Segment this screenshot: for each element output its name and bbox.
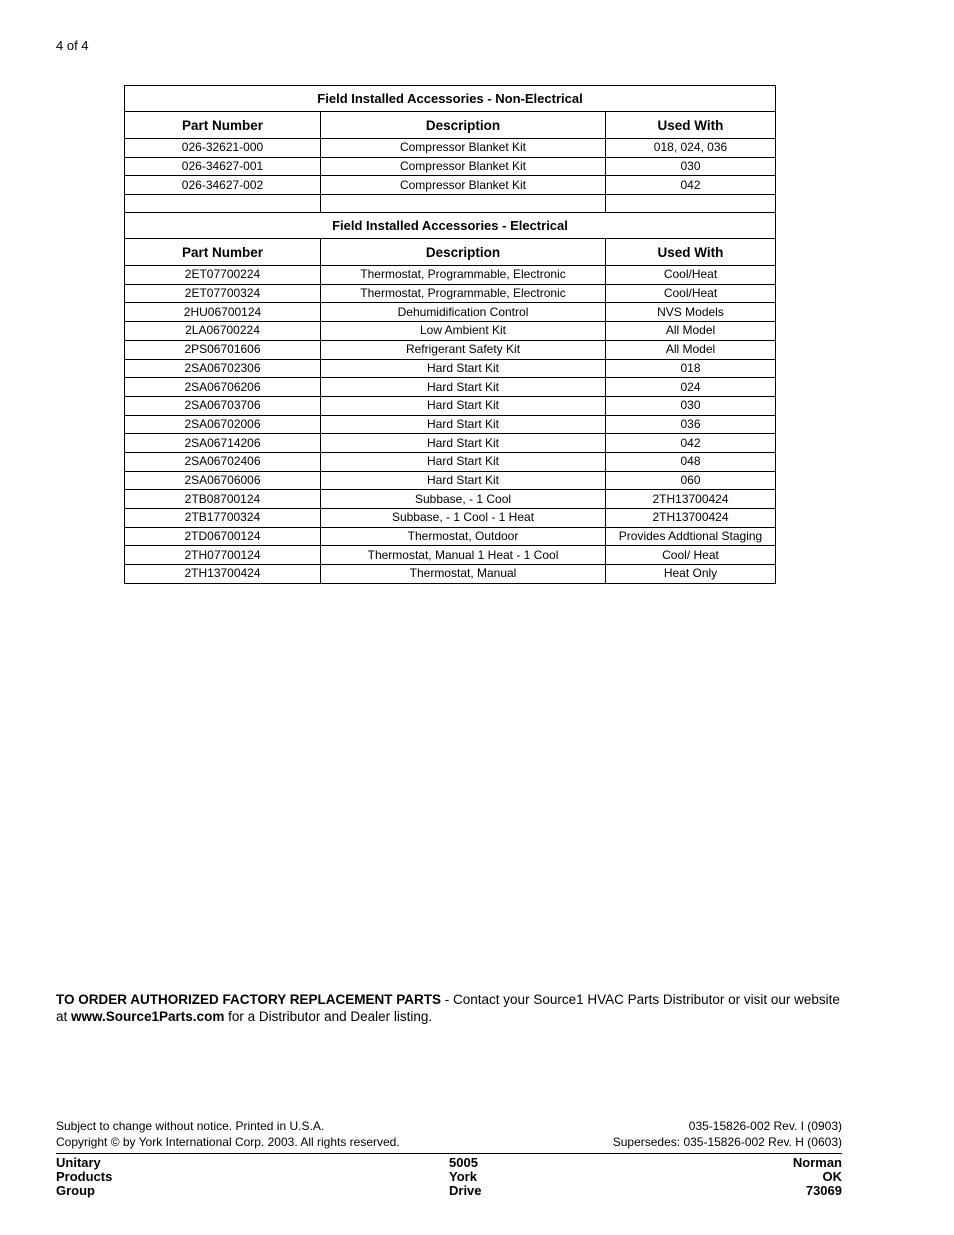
used-with-cell: Cool/Heat — [606, 284, 776, 303]
used-with-cell: 036 — [606, 415, 776, 434]
description-cell: Hard Start Kit — [321, 434, 606, 453]
used-with-cell: NVS Models — [606, 303, 776, 322]
part-number-cell: 2ET07700324 — [125, 284, 321, 303]
part-number-cell: 2TH07700124 — [125, 546, 321, 565]
description-cell: Compressor Blanket Kit — [321, 157, 606, 176]
used-with-cell: 2TH13700424 — [606, 490, 776, 509]
part-number-cell: 2SA06714206 — [125, 434, 321, 453]
description-cell: Thermostat, Manual — [321, 565, 606, 584]
column-header-used-with: Used With — [606, 112, 776, 139]
table-row — [125, 434, 776, 453]
part-number-cell: 2HU06700124 — [125, 303, 321, 322]
used-with-cell: Cool/Heat — [606, 266, 776, 285]
blank-row — [125, 195, 776, 213]
part-number-cell: 2SA06706206 — [125, 378, 321, 397]
footer-divider — [56, 1153, 842, 1154]
used-with-cell: 024 — [606, 378, 776, 397]
footer-revision: 035-15826-002 Rev. I (0903) — [688, 1119, 842, 1133]
table-row — [125, 322, 776, 341]
part-number-cell: 2ET07700224 — [125, 266, 321, 285]
section-title-row — [125, 213, 776, 239]
address-line: York — [449, 1169, 477, 1184]
footer-copyright: Copyright © by York International Corp. 2003. All rights reserved. — [56, 1134, 400, 1149]
description-cell: Thermostat, Programmable, Electronic — [321, 284, 606, 303]
section-title-row — [125, 86, 776, 112]
footer-printed-notice: Subject to change without notice. Printed in U.S.A. — [56, 1119, 325, 1133]
table-row — [125, 266, 776, 285]
blank-cell — [321, 195, 606, 213]
description-cell: Subbase, - 1 Cool - 1 Heat — [321, 509, 606, 528]
section-title-non-electrical: Field Installed Accessories - Non-Electrical — [125, 86, 776, 112]
part-number-cell: 026-32621-000 — [125, 139, 321, 158]
used-with-cell: 042 — [606, 434, 776, 453]
part-number-cell: 2SA06702406 — [125, 452, 321, 471]
order-note-lead: TO ORDER AUTHORIZED FACTORY REPLACEMENT PARTS — [56, 992, 442, 1007]
order-note-text: - Contact your Source1 HVAC Parts Distributor or visit our website at — [56, 992, 840, 1024]
description-cell: Hard Start Kit — [321, 378, 606, 397]
footer-supersedes: Supersedes: 035-15826-002 Rev. H (0603) — [612, 1134, 842, 1149]
accessories-table — [124, 85, 776, 584]
description-cell: Low Ambient Kit — [321, 322, 606, 341]
description-cell: Hard Start Kit — [321, 396, 606, 415]
description-cell: Compressor Blanket Kit — [321, 139, 606, 158]
column-header-part-number: Part Number — [125, 239, 321, 266]
part-number-cell: 2TH13700424 — [125, 565, 321, 584]
description-cell: Thermostat, Programmable, Electronic — [321, 266, 606, 285]
table-row — [125, 378, 776, 397]
description-cell: Refrigerant Safety Kit — [321, 340, 606, 359]
table-row — [125, 340, 776, 359]
part-number-cell: 2TB17700324 — [125, 509, 321, 528]
used-with-cell: 060 — [606, 471, 776, 490]
table-row — [125, 527, 776, 546]
used-with-cell: All Model — [606, 340, 776, 359]
table-row — [125, 396, 776, 415]
used-with-cell: All Model — [606, 322, 776, 341]
footer-doc-number — [613, 1119, 842, 1150]
table-row — [125, 303, 776, 322]
part-number-cell: 2TB08700124 — [125, 490, 321, 509]
part-number-cell: 2SA06703706 — [125, 396, 321, 415]
table-row — [125, 490, 776, 509]
section-title-electrical: Field Installed Accessories - Electrical — [125, 213, 776, 239]
header-row — [125, 112, 776, 139]
description-cell: Hard Start Kit — [321, 415, 606, 434]
table-row — [125, 139, 776, 158]
part-number-cell: 026-34627-002 — [125, 176, 321, 195]
order-parts-note — [56, 991, 846, 1025]
order-note-text-end: for a Distributor and Dealer listing. — [224, 1009, 433, 1024]
address-city — [793, 1156, 842, 1198]
description-cell: Subbase, - 1 Cool — [321, 490, 606, 509]
description-cell: Hard Start Kit — [321, 452, 606, 471]
table-row — [125, 415, 776, 434]
used-with-cell: 048 — [606, 452, 776, 471]
footer-notice — [56, 1119, 400, 1150]
description-cell: Thermostat, Manual 1 Heat - 1 Cool — [321, 546, 606, 565]
column-header-used-with: Used With — [606, 239, 776, 266]
table-row — [125, 565, 776, 584]
address-line: Drive — [449, 1183, 482, 1198]
part-number-cell: 2SA06706006 — [125, 471, 321, 490]
address-line: OK — [822, 1169, 842, 1184]
used-with-cell: Provides Addtional Staging — [606, 527, 776, 546]
description-cell: Hard Start Kit — [321, 359, 606, 378]
table-row — [125, 546, 776, 565]
page-number: 4 of 4 — [56, 38, 89, 53]
column-header-description: Description — [321, 239, 606, 266]
column-header-description: Description — [321, 112, 606, 139]
table-row — [125, 284, 776, 303]
used-with-cell: 030 — [606, 396, 776, 415]
table-row — [125, 359, 776, 378]
table-row — [125, 509, 776, 528]
description-cell: Dehumidification Control — [321, 303, 606, 322]
address-line: 73069 — [805, 1183, 842, 1198]
description-cell: Hard Start Kit — [321, 471, 606, 490]
used-with-cell: 018, 024, 036 — [606, 139, 776, 158]
table-row — [125, 176, 776, 195]
used-with-cell: 030 — [606, 157, 776, 176]
part-number-cell: 2LA06700224 — [125, 322, 321, 341]
address-line: 5005 — [449, 1155, 478, 1170]
description-cell: Compressor Blanket Kit — [321, 176, 606, 195]
address-line: Products — [56, 1169, 113, 1184]
header-row — [125, 239, 776, 266]
address-line: Norman — [792, 1155, 842, 1170]
column-header-part-number: Part Number — [125, 112, 321, 139]
table-row — [125, 157, 776, 176]
used-with-cell: 2TH13700424 — [606, 509, 776, 528]
used-with-cell: 018 — [606, 359, 776, 378]
used-with-cell: Heat Only — [606, 565, 776, 584]
part-number-cell: 2PS06701606 — [125, 340, 321, 359]
used-with-cell: 042 — [606, 176, 776, 195]
address-line: Group — [56, 1183, 95, 1198]
part-number-cell: 2SA06702006 — [125, 415, 321, 434]
table-row — [125, 452, 776, 471]
accessories-table-body — [125, 86, 776, 584]
part-number-cell: 2TD06700124 — [125, 527, 321, 546]
address-street — [449, 1156, 482, 1198]
part-number-cell: 2SA06702306 — [125, 359, 321, 378]
blank-cell — [125, 195, 321, 213]
part-number-cell: 026-34627-001 — [125, 157, 321, 176]
address-company — [56, 1156, 112, 1198]
table-row — [125, 471, 776, 490]
used-with-cell: Cool/ Heat — [606, 546, 776, 565]
website-link[interactable]: www.Source1Parts.com — [71, 1009, 225, 1024]
description-cell: Thermostat, Outdoor — [321, 527, 606, 546]
address-line: Unitary — [56, 1155, 101, 1170]
blank-cell — [606, 195, 776, 213]
